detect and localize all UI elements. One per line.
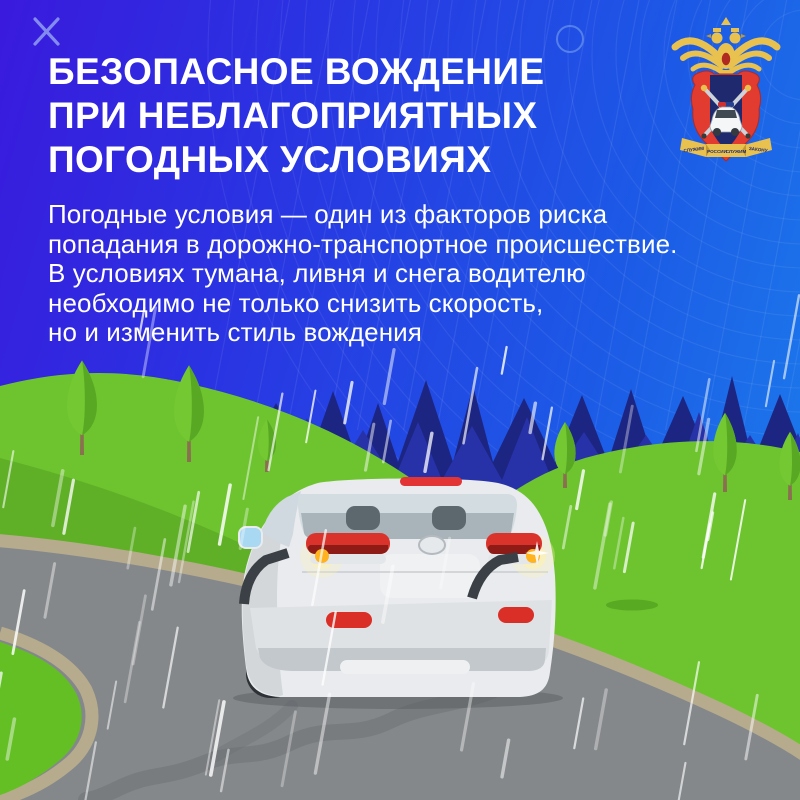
title-line-3: ПОГОДНЫХ УСЛОВИЯХ (48, 139, 492, 180)
suv-car (233, 477, 563, 709)
poster-header (48, 50, 708, 348)
right-reflector (498, 607, 534, 623)
subtitle-line-3: В условиях тумана, ливня и снега водителю (48, 258, 586, 288)
subtitle-line-5: но и изменить стиль вождения (48, 317, 422, 347)
double-eagle-icon (675, 17, 777, 78)
ribbon-word-2: РОССИИ (707, 149, 727, 154)
title-line-2: ПРИ НЕБЛАГОПРИЯТНЫХ (48, 95, 538, 136)
car-badge (419, 536, 445, 554)
cross-decoration-icon (35, 19, 58, 44)
title-line-1: БЕЗОПАСНОЕ ВОЖДЕНИЕ (48, 51, 545, 92)
poster-title (48, 50, 708, 182)
subtitle-line-2: попадания в дорожно-транспортное происшествие. (48, 228, 678, 259)
ribbon-word-3: СЛУЖИМ (725, 149, 747, 154)
subtitle-line-4: необходимо не только снизить скорость, (48, 287, 544, 318)
circle-decoration-icon (557, 26, 583, 52)
poster-subtitle (48, 200, 708, 348)
traffic-police-emblem (664, 12, 790, 170)
brake-light (400, 477, 462, 486)
subtitle-line-1: Погодные условия — один из факторов риска (48, 199, 608, 229)
ribbon-word-1: СЛУЖИМ (683, 145, 705, 154)
grass-spot (606, 600, 658, 611)
ribbon-word-4: ЗАКОНУ (748, 145, 768, 154)
